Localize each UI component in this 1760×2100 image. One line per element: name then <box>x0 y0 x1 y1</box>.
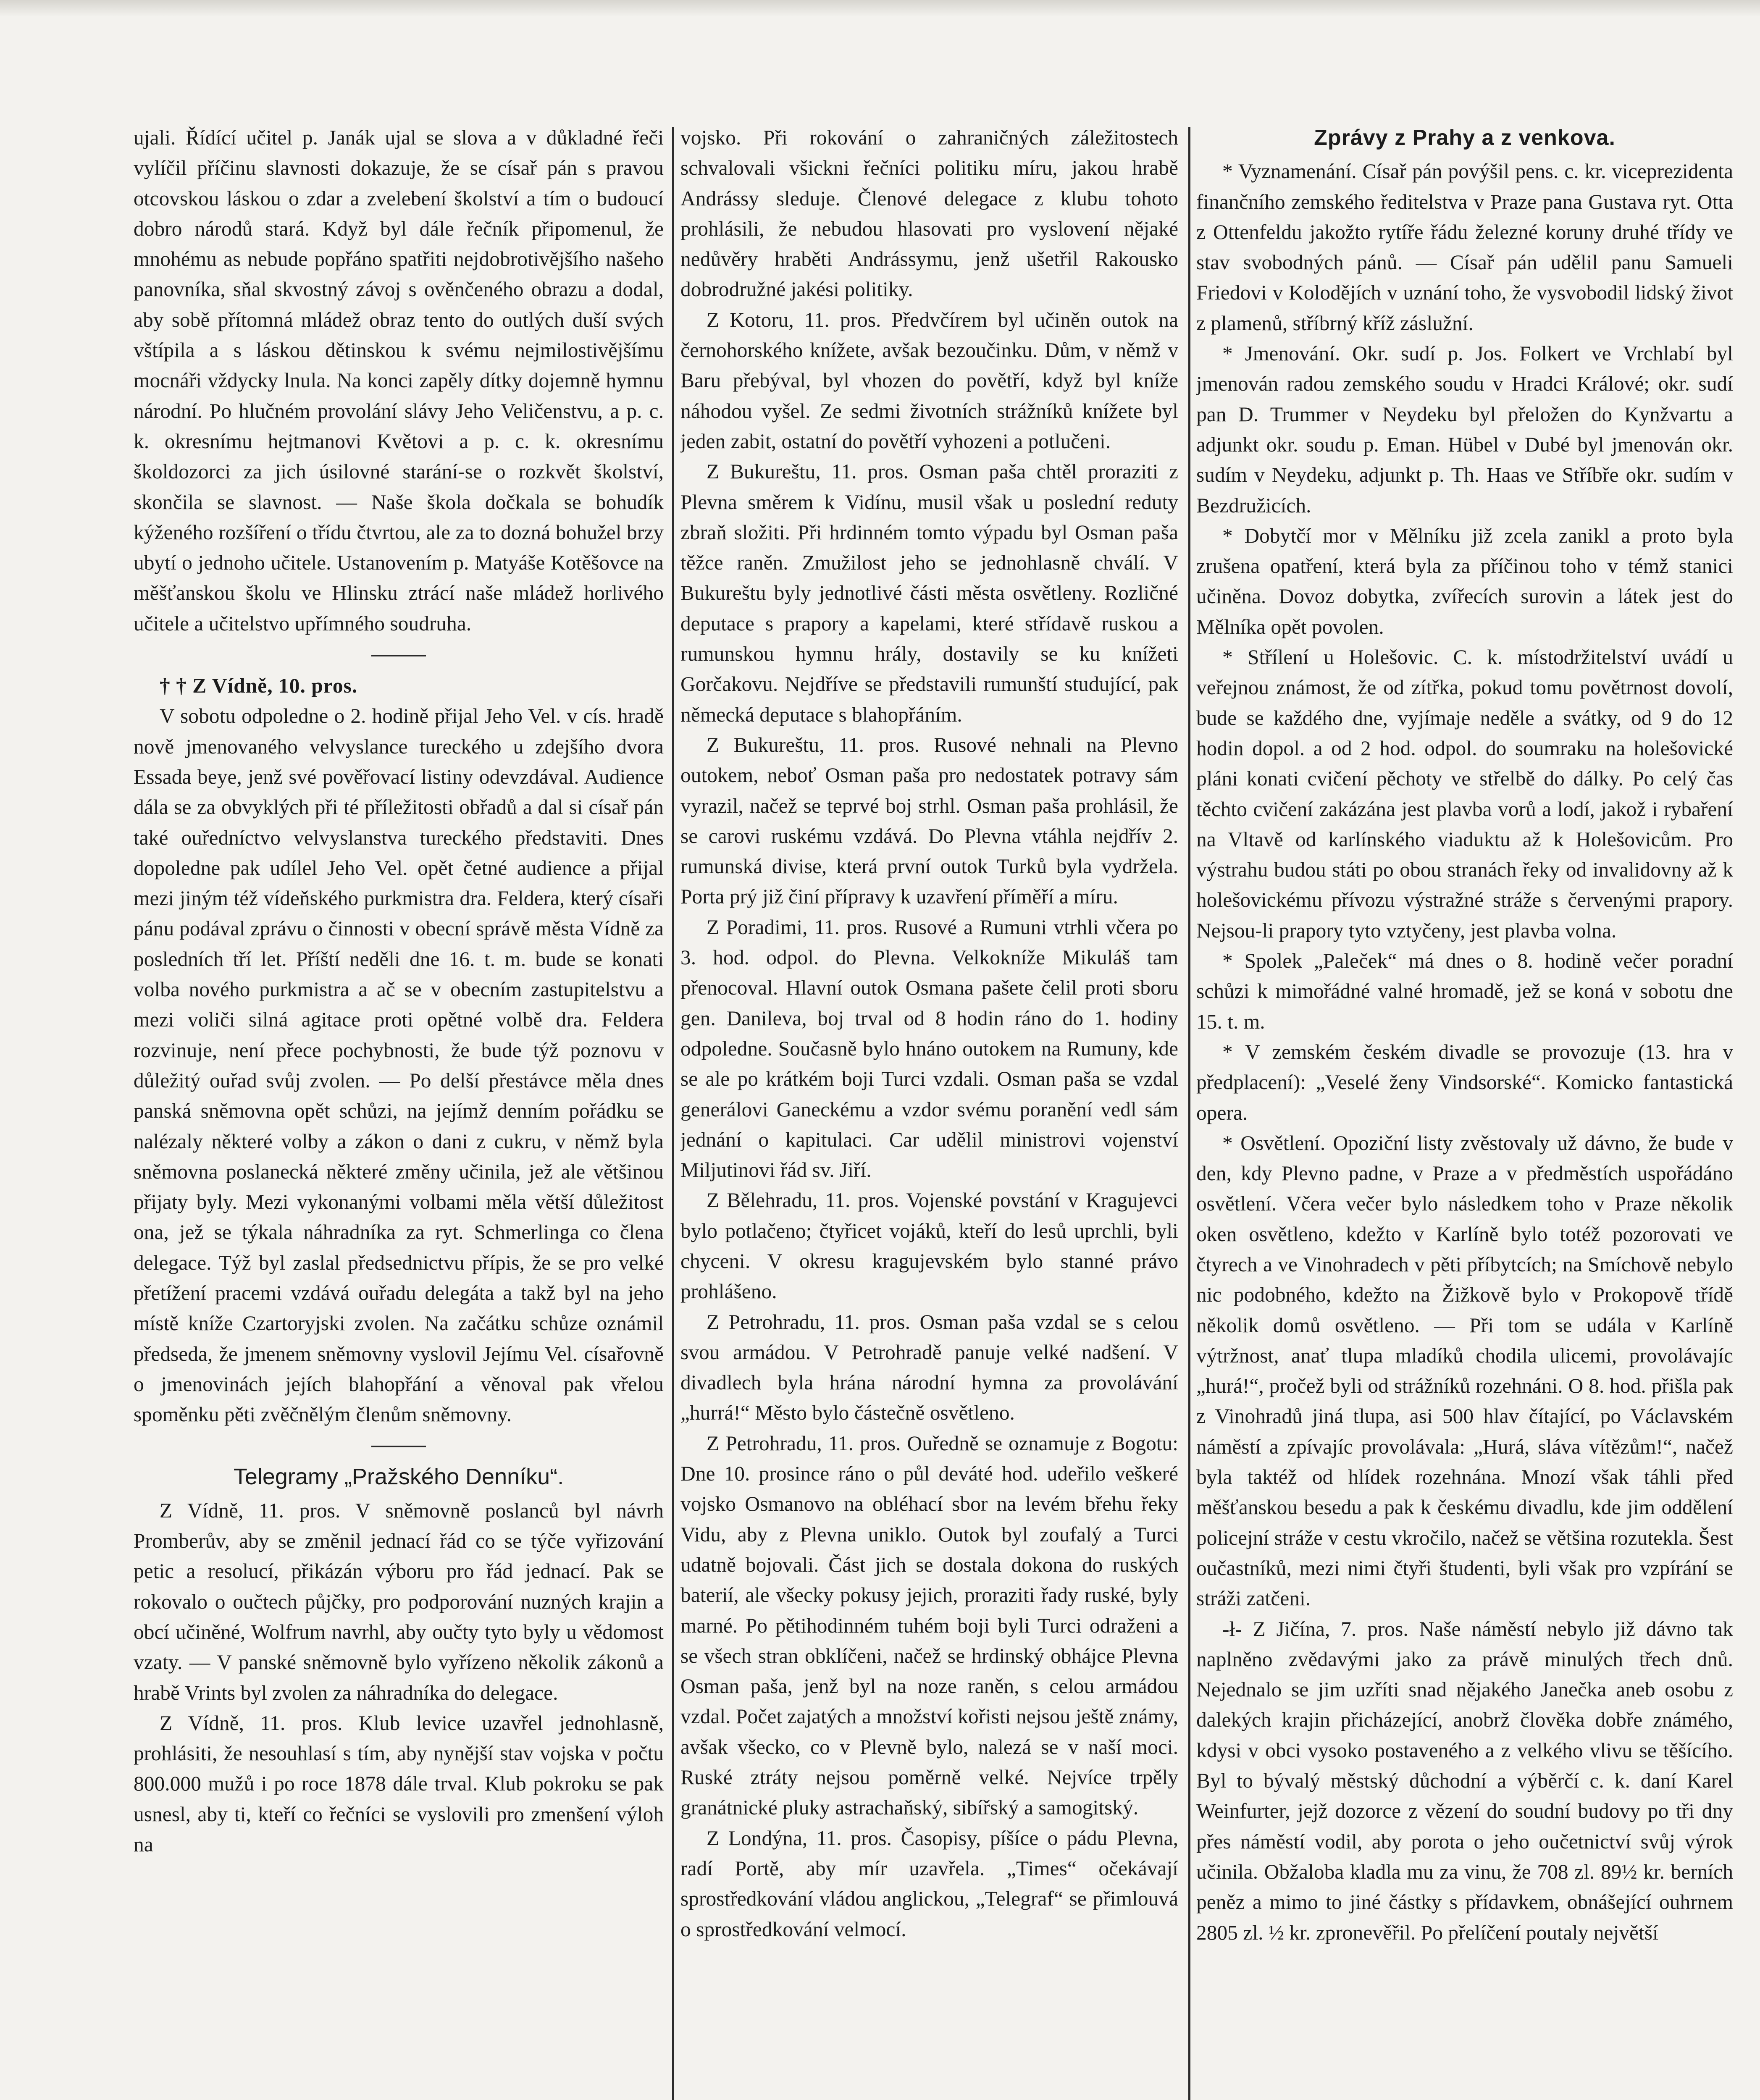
news-decoration: * Vyznamenání. Císař pán povýšil pens. c. kr. viceprezidenta finančního zemského ředitelstva v Praze pana Gustava ryt. Otta z Ottenfeldu jakožto rytíře řádu železné koruny druhé třídy ve stav svobodných pánů. — Císař pán udělil panu Samueli Friedovi v Kolodějích v uznání toho, že vysvobodil lidský život z plamenů, stříbrný kříž záslužní. <box>1196 160 1733 335</box>
column-left <box>134 123 664 2100</box>
news-shooting-holesovice: * Střílení u Holešovic. C. k. místodržitelství uvádí u veřejnou známost, že od zítřka, pokud tomu povětrnost dovolí, bude se každého dne, vyjímaje neděle a svátky, od 9 do 12 hodin dopol. a od 2 hod. odpol. do soumraku na holešovické pláni konati cvičení pěchoty ve střelbě do dálky. Po celý čas těchto cvičení zakázána jest plavba vorů a lodí, jakož i rybaření na Vltavě od karlínského viaduktu až k Holešovicům. Pro výstrahu budou státi po obou stranách řeky od invalidovny až k holešovickému přívozu výstražné stráže s červenými prapory. Nejsou-li prapory tyto vztyčeny, jest plavba volna. <box>1196 646 1733 942</box>
news-theatre: * V zemském českém divadle se provozuje (13. hra v předplacení): „Veselé ženy Vindsorské“. Komicko fantastická opera. <box>1196 1040 1733 1124</box>
column-middle <box>680 123 1178 2100</box>
news-jicin: -ł- Z Jičína, 7. pros. Naše náměstí nebylo již dávno tak naplněno zvědavými jako za právě minulých třech dnů. Nejednalo se jim uzříti snad nějakého Janečka aneb osobu z dalekých krajin přicházející, anobrž člověka dobře známého, kdysi v obci vysoko postaveného a z velkého vlivu se těšícího. Byl to bývalý městský důchodní a výběrčí c. k. daní Karel Weinfurter, jejž dozorce z vězení do soudní budovy po tři dny přes náměstí vodil, aby porota o jeho oučetnictví svůj výrok učinila. Obžaloba kladla mu za vinu, že 708 zl. 89½ kr. berních peněz a mimo to jiné částky s přídavkem, obnášející ouhrnem 2805 zl. ½ kr. zpronevěřil. Po přelíčení poutaly největší <box>1196 1617 1733 1944</box>
telegram-london: Z Londýna, 11. pros. Časopisy, píšíce o pádu Plevna, radí Portě, aby mír uzavřela. „Times“ očekávají sprostředkování vládou anglickou, „Telegraf“ se přimlouvá o sprostředkování velmocí. <box>680 1826 1178 1941</box>
news-appointments: * Jmenování. Okr. sudí p. Jos. Folkert ve Vrchlabí byl jmenován radou zemského soudu v Hradci Králové; okr. sudí pan D. Trummer v Neydeku byl přeložen do Kynžvartu a adjunkt okr. soudu p. Eman. Hübel v Dubé byl jmenován okr. sudím v Neydeku, adjunkt p. Th. Haas ve Stříbře okr. sudím v Bezdružicích. <box>1196 342 1733 517</box>
column-right <box>1196 123 1733 2100</box>
telegram-kotor: Z Kotoru, 11. pros. Předvčírem byl učiněn outok na černohorského knížete, avšak bezoučinku. Dům, v němž v Baru přebýval, byl vhozen do povětří, když byl kníže náhodou vyšel. Ze sedmi životních strážníků knížete byl jeden zabit, ostatní do povětří vyhozeni a potlučeni. <box>680 308 1178 453</box>
section-title-prague-news: Zprávy z Prahy a z venkova. <box>1314 126 1616 150</box>
dateline-vienna: † † Z Vídně, 10. pros. <box>160 674 358 698</box>
article-vienna-audience: V sobotu odpoledne o 2. hodině přijal Jeho Vel. v cís. hradě nově jmenovaného velvyslance tureckého u zdejšího dvora Essada beye, jenž své pověřovací listiny odevzdával. Audience dála se za obvyklých při té příležitosti obřadů a dal si císař pán také ouředníctvo velvyslanstva tureckého představiti. Dnes dopoledne pak udílel Jeho Vel. opět četné audience a přijal mezi jiným též vídeňského purkmistra dra. Feldera, který císaři pánu podával zprávu o činnosti v obecní správě města Vídně za posledních tří let. Příští neděli dne 16. t. m. bude se konati volba nového purkmistra a ač se v obecním zastupitelstvu a mezi voliči silná agitace proti opětné volbě dra. Feldera rozvinuje, není přece pochybnosti, že bude týž poznovu v důležitý ouřad svůj zvolen. — Po delší přestávce měla dnes panská sněmovna opět schůzi, na jejímž denním pořádku se nalézaly některé volby a zákon o dani z cukru, v němž byla sněmovna poslanecká některé změny učinila, jež ale většinou přijaty byly. Mezi vykonanými volbami měla větší důležitost ona, jež se týkala náhradníka za ryt. Schmerlinga co člena delegace. Týž byl zaslal předsednictvu přípis, že se pro velké přetížení pracemi vzdává ouřadu delegáta a takž byl na jeho místě kníže Czartoryjski zvolen. Na začátku schůze oznámil předseda, že jmenem sněmovny vyslovil Jejímu Vel. císařovně o jmenovinách jejích blahopřání a věnoval pak vřelou spoměnku pěti zvěčnělým členům sněmovny. <box>134 704 664 1426</box>
article-school-celebration: ujali. Řídící učitel p. Janák ujal se slova a v důkladné řeči vylíčil příčinu slavnosti dokazuje, že se císař pán s pravou otcovskou láskou o zdar a zvelebení školství a tím o budoucí dobro národů stará. Když byl dále řečník připomenul, že mnohému as nebude popřáno spatřiti nejdobrotivějšího našeho panovníka, sňal skvostný závoj s ověnčeného obrazu a dodal, aby sobě přítomná mládež obraz tento do outlých duší svých vštípila a s láskou dětinskou k svému nejmilostivějšímu mocnáři vždycky lnula. Na konci zapěly dítky dojemně hymnu národní. Po hlučném provolání slávy Jeho Veličenstvu, a p. c. k. okresnímu hejtmanovi Květovi a p. c. k. okresnímu školdozorci za jich úsilovné starání-se o rozkvět školství, skončila se slavnost. — Naše škola dočkala se bohudík kýženého rozšíření o třídu čtvrtou, ale za to dozná bohužel brzy ubytí o jednoho učitele. Ustanovením p. Matyáše Kotěšovce na měšťanskou školu ve Hlinsku ztrácí naše mládež horlivého učitele a učitelstvo upřímného soudruha. <box>134 126 664 635</box>
separator-rule <box>371 1446 426 1447</box>
telegram-bucharest-1: Z Bukureštu, 11. pros. Osman paša chtěl proraziti z Plevna směrem k Vidínu, musil však u poslední reduty zbraň složiti. Při hrdinném tomto výpadu byl Osman paša těžce raněn. Zmužilost jeho se jednohlasně chválí. V Bukureštu byly jednotlivé části města osvětleny. Rozličné deputace s prapory a kapelami, které střídavě ruskou a rumunskou hymnu hrály, dostavily se ku knížeti Gorčakovu. Nejdříve se představili rumunští studující, pak německá deputace s blahopřáním. <box>680 460 1178 726</box>
news-illumination: * Osvětlení. Opoziční listy zvěstovaly už dávno, že bude v den, kdy Plevno padne, v Praze a v předměstích uspořádáno osvětlení. Včera večer bylo následkem toho v Praze několik oken osvětleno, kdežto v Karlíně bylo totéž pozorovati ve čtyrech a ve Vinohradech v pěti příbytcích; na Smíchově nebylo nic podobného, kdežto na Žižkově bylo v Prokopově třídě několik domů osvětleno. — Při tom se udála v Karlíně výtržnost, anať tlupa mladíků chodila ulicemi, provolávajíc „hurá!“, pročež byli od strážníků rozehnáni. O 8. hod. přišla pak z Vinohradů jiná tlupa, asi 500 hlav čítající, po Václavském náměstí a zpívajíc provolávala: „Hurá, sláva vítězům!“, načež byla taktéž od hlídek rozehnána. Mnozí však táhli před měšťanskou besedu a pak k českému divadlu, kde jim oddělení policejní stráže v cestu vkročilo, načež se většina rozutekla. Šest oučastníků, mezi nimi čtyři študenti, byli však pro vzpírání se stráži zatčeni. <box>1196 1131 1733 1610</box>
telegram-vienna-2: Z Vídně, 11. pros. Klub levice uzavřel jednohlasně, prohlásiti, že nesouhlasí s tím, aby nynější stav vojska v počtu 800.000 mužů i po roce 1878 dále trval. Klub pokroku se pak usnesl, aby ti, kteří co řečníci se vyslovili pro zmenšení výloh na <box>134 1711 664 1856</box>
scan-top-edge <box>0 0 1760 17</box>
section-title-telegrams: Telegramy „Pražského Denníku“. <box>233 1464 564 1490</box>
telegram-petersburg-1: Z Petrohradu, 11. pros. Osman paša vzdal se s celou svou armádou. V Petrohradě panuje velké nadšení. V divadlech byla hrána národní hymna za provolávání „hurrá!“ Město bylo částečně osvětleno. <box>680 1310 1178 1425</box>
telegram-poradim: Z Poradimi, 11. pros. Rusové a Rumuni vtrhli včera po 3. hod. odpol. do Plevna. Velkokníže Mikuláš tam přenocoval. Hlavní outok Osmana pašete čelil proti sboru gen. Danileva, boj trval od 8 hodin ráno do 1. hodiny odpoledne. Současně bylo hnáno outokem na Rumuny, kde se ale po krátkém boji Turci vzdali. Osman paša se vzdal generálovi Ganeckému a vzdor svému poranění vedl sám jednání o kapitulaci. Car udělil ministrovi vojenství Miljutinovi řád sv. Jiří. <box>680 915 1178 1182</box>
telegram-vienna-1: Z Vídně, 11. pros. V sněmovně poslanců byl návrh Promberův, aby se změnil jednací řád co se týče vyřizování petic a resolucí, přikázán výboru pro řád jednací. Pak se rokovalo o oučtech půjčky, pro podporování nuzných krajin a obcí učiněné, Wolfrum navrhl, aby oučty tyto byly u vědomost vzaty. — V panské sněmovně bylo vyřízeno několik zákonů a hrabě Vrints byl zvolen za náhradníka do delegace. <box>134 1499 664 1704</box>
telegram-belgrade: Z Bělehradu, 11. pros. Vojenské povstání v Kragujevci bylo potlačeno; čtyřicet vojáků, kteří do lesů uprchli, byli chyceni. V okresu kragujevském bylo stanné právo prohlášeno. <box>680 1189 1178 1303</box>
telegram-continuation: vojsko. Při rokování o zahraničných záležitostech schvalovali všickni řečníci politiku míru, jakou hrabě Andrássy sleduje. Členové delegace z klubu tohoto prohlásili, že nebudou hlasovati pro vyslovení nějaké nedůvěry hraběti Andrássymu, jenž ušetřil Rakousko dobrodružné jakési politiky. <box>680 126 1178 301</box>
column-divider <box>1188 127 1190 2100</box>
telegram-bucharest-2: Z Bukureštu, 11. pros. Rusové nehnali na Plevno outokem, neboť Osman paša pro nedostatek potravy sám vyrazil, načež se teprvé boj strhl. Osman paša prohlásil, že se carovi ruskému vzdává. Do Plevna vtáhla nejdřív 2. rumunská divise, která první outok Turků byla vydržela. Porta prý již činí přípravy k uzavření příměří a míru. <box>680 733 1178 908</box>
news-spolek-palecek: * Spolek „Paleček“ má dnes o 8. hodině večer poradní schůzi k mimořádné valné hromadě, jež se koná v sobotu dne 15. t. m. <box>1196 949 1733 1033</box>
telegram-petersburg-2: Z Petrohradu, 11. pros. Ouředně se oznamuje z Bogotu: Dne 10. prosince ráno o půl deváté hod. udeřilo veškeré vojsko Osmanovo na obléhací sbor na levém břehu řeky Vidu, aby z Plevna uniklo. Outok byl zoufalý a Turci udatně bojovali. Část jich se dostala dokona do ruských baterií, ale všecky pokusy jejich, proraziti řady ruské, byly marné. Po pětihodinném tuhém boji byli Turci odraženi a se všech stran obklíčeni, načež se hrdinský obhájce Plevna Osman paša, jenž byl na noze raněn, s celou armádou vzdal. Počet zajatých a množství kořisti nejsou ještě známy, avšak všecko, co v Plevně bylo, nalezá se v naší moci. Ruské ztráty nejsou poměrně velké. Nejvíce trpěly granátnické pluky astrachaňský, sibířský a samogitský. <box>680 1431 1178 1819</box>
separator-rule <box>371 655 426 656</box>
news-cattle-plague: * Dobytčí mor v Mělníku již zcela zanikl a proto byla zrušena opatření, která byla za příčinou toho v témž stanici učiněna. Dovoz dobytka, zvířecích surovin a látek jest do Mělníka opět povolen. <box>1196 524 1733 638</box>
column-divider <box>672 127 674 2100</box>
